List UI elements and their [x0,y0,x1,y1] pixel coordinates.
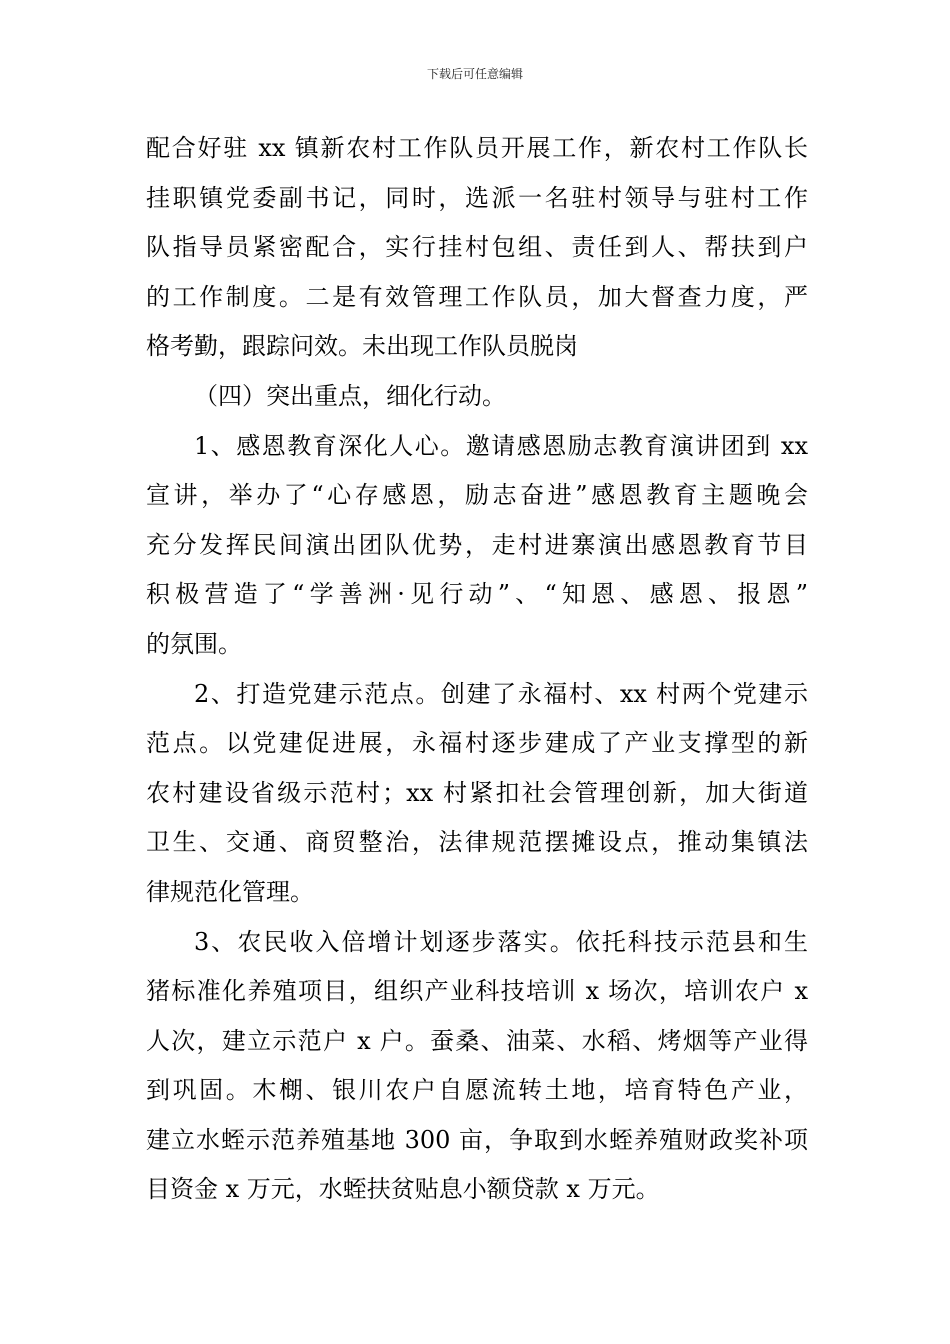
text-line: 目资金 x 万元，水蛭扶贫贴息小额贷款 x 万元。 [146,1175,660,1204]
text-line: 的氛围。 [146,629,242,658]
text-line: 宣讲，举办了“心存感恩，励志奋进”感恩教育主题晚会 [146,481,808,510]
text-line: 卫生、交通、商贸整治，法律规范摆摊设点，推动集镇法 [146,828,808,857]
text-line: 挂职镇党委副书记，同时，选派一名驻村领导与驻村工作 [146,183,808,212]
text-line: 3、农民收入倍增计划逐步落实。依托科技示范县和生 [194,927,808,956]
text-line: 充分发挥民间演出团队优势，走村进寨演出感恩教育节目 [146,530,808,559]
text-line: 的工作制度。二是有效管理工作队员，加大督查力度，严 [146,282,808,311]
text-line: 配合好驻 xx 镇新农村工作队员开展工作，新农村工作队长 [146,134,808,162]
text-line: 农村建设省级示范村；xx 村紧扣社会管理创新，加大街道 [146,778,808,807]
text-line: 2、打造党建示范点。创建了永福村、xx 村两个党建示 [194,679,808,708]
text-line: 格考勤，跟踪问效。未出现工作队员脱岗 [146,332,578,361]
page-header-note: 下载后可任意编辑 [426,67,523,81]
text-line: 1、感恩教育深化人心。邀请感恩励志教育演讲团到 xx [194,431,808,460]
text-line: 积极营造了“学善洲·见行动”、“知恩、感恩、报恩” [146,580,808,609]
document-body [146,124,808,1215]
text-line: 范点。以党建促进展，永福村逐步建成了产业支撑型的新 [146,729,808,758]
text-line: 队指导员紧密配合，实行挂村包组、责任到人、帮扶到户 [146,233,808,262]
text-line: 到巩固。木樃、银川农户自愿流转土地，培育特色产业， [146,1076,808,1105]
text-line: 建立水蛭示范养殖基地 300 亩，争取到水蛭养殖财政奖补项 [146,1125,808,1154]
text-line: 猪标准化养殖项目，组织产业科技培训 x 场次，培训农户 x [146,977,808,1006]
text-line: 人次，建立示范户 x 户。蚕桑、油菜、水稻、烤烟等产业得 [146,1026,808,1055]
text-line: （四）突出重点，细化行动。 [194,381,506,410]
text-line: 律规范化管理。 [146,877,314,906]
